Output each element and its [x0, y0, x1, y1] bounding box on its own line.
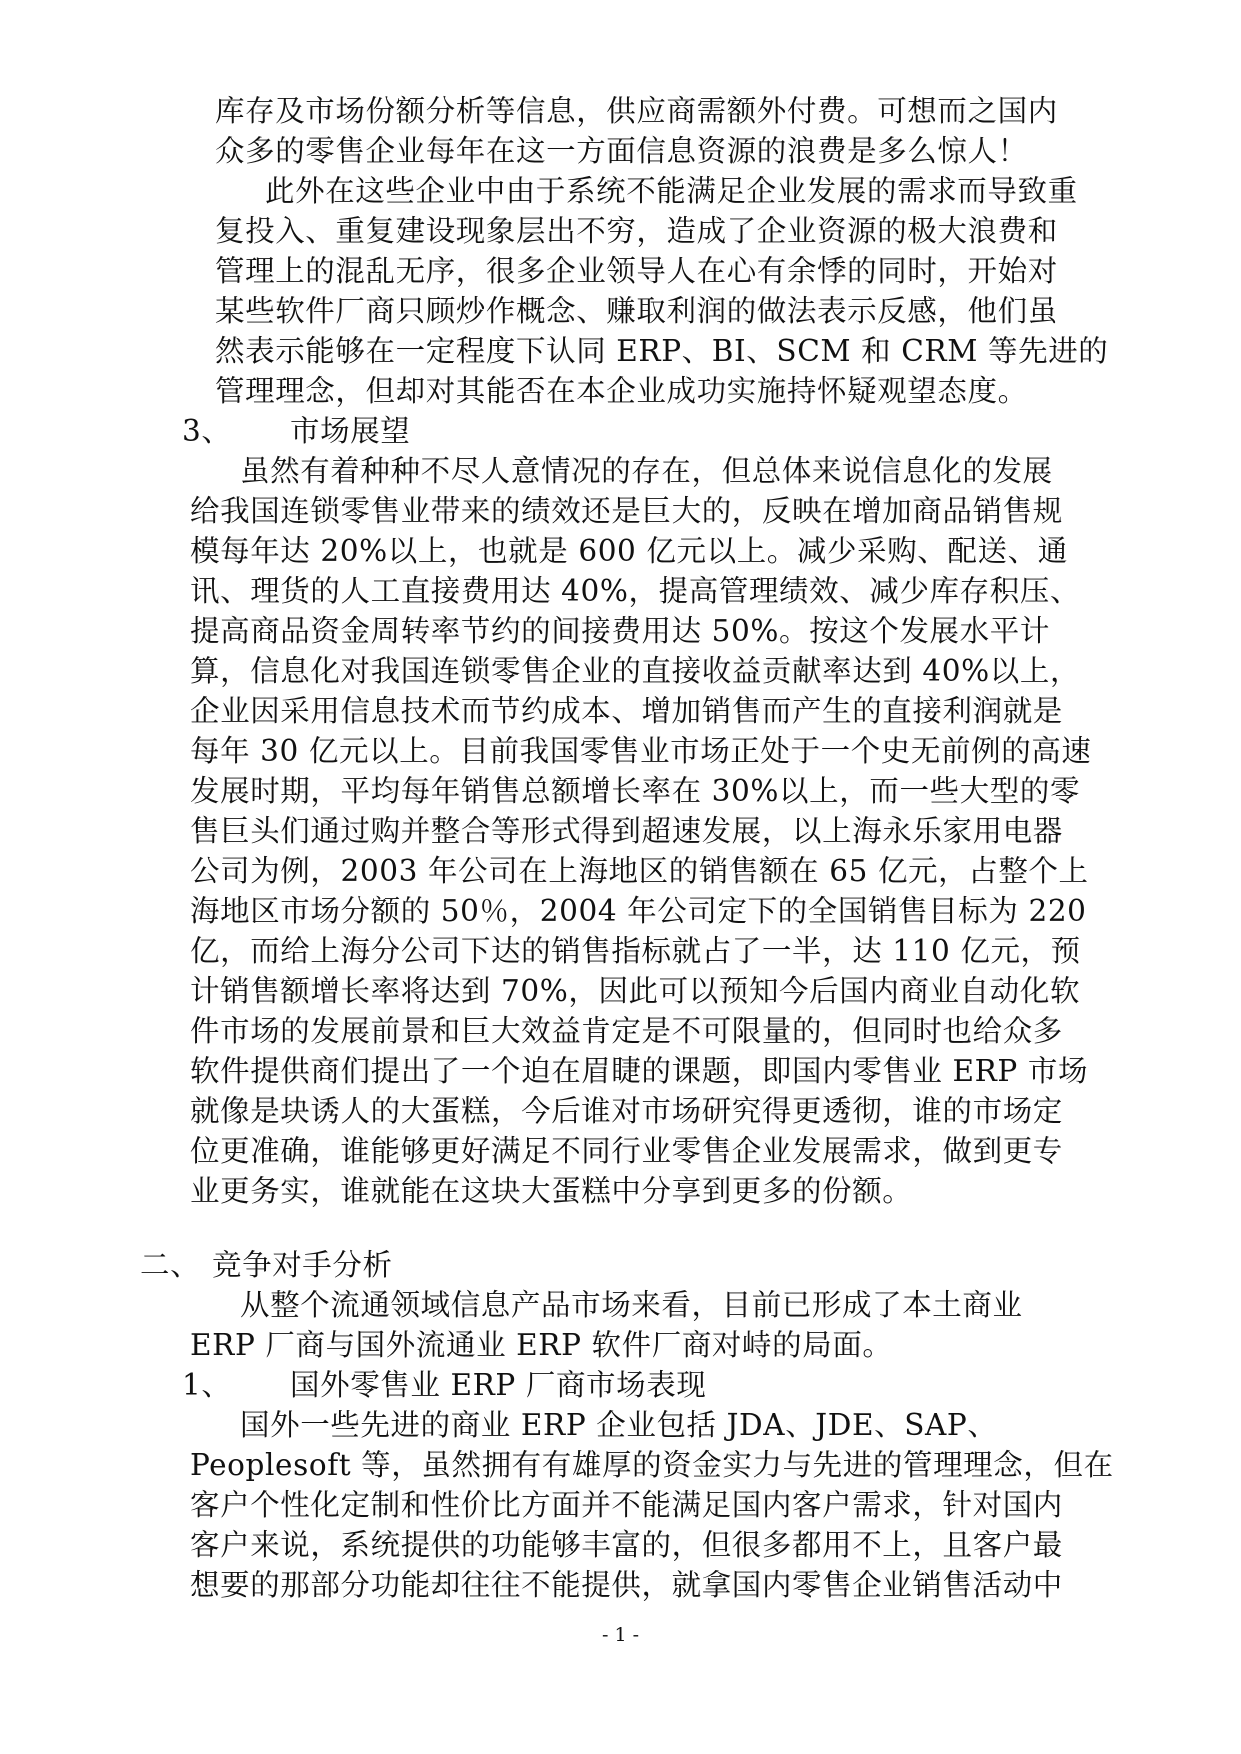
paragraph-line: ERP 厂商与国外流通业 ERP 软件厂商对峙的局面。 [190, 1328, 893, 1362]
paragraph-line: 海地区市场分额的 50％，2004 年公司定下的全国销售目标为 220 [190, 894, 1087, 928]
page-number: - 1 - [601, 1624, 639, 1646]
paragraph-line: 企业因采用信息技术而节约成本、增加销售而产生的直接利润就是 [190, 694, 1063, 728]
paragraph-line: 讯、理货的人工直接费用达 40%，提高管理绩效、减少库存积压、 [190, 574, 1081, 608]
paragraph-line: Peoplesoft 等，虽然拥有有雄厚的资金实力与先进的管理理念，但在 [190, 1448, 1114, 1482]
section-heading: 市场展望 [290, 414, 411, 448]
paragraph-line: 售巨头们通过购并整合等形式得到超速发展，以上海永乐家用电器 [190, 814, 1063, 848]
paragraph-line: 众多的零售企业每年在这一方面信息资源的浪费是多么惊人！ [215, 134, 1028, 168]
paragraph-line: 库存及市场份额分析等信息，供应商需额外付费。可想而之国内 [215, 94, 1058, 128]
paragraph-line: 客户个性化定制和性价比方面并不能满足国内客户需求，针对国内 [190, 1488, 1063, 1522]
paragraph-line: 某些软件厂商只顾炒作概念、赚取利润的做法表示反感，他们虽 [215, 294, 1058, 328]
section-heading: 国外零售业 ERP 厂商市场表现 [290, 1368, 707, 1402]
paragraph-line: 软件提供商们提出了一个迫在眉睫的课题，即国内零售业 ERP 市场 [190, 1054, 1089, 1088]
paragraph-line: 业更务实，谁就能在这块大蛋糕中分享到更多的份额。 [190, 1174, 913, 1208]
paragraph-line: 位更准确，谁能够更好满足不同行业零售企业发展需求，做到更专 [190, 1134, 1063, 1168]
paragraph-line: 从整个流通领域信息产品市场来看，目前已形成了本土商业 [240, 1288, 1023, 1322]
paragraph-line: 复投入、重复建设现象层出不穷，造成了企业资源的极大浪费和 [215, 214, 1058, 248]
paragraph-line: 提高商品资金周转率节约的间接费用达 50%。按这个发展水平计 [190, 614, 1050, 648]
section-number: 3、 [182, 414, 232, 448]
paragraph-line: 管理上的混乱无序，很多企业领导人在心有余悸的同时，开始对 [215, 254, 1058, 288]
chapter-number: 二、 [140, 1248, 201, 1282]
paragraph-line: 此外在这些企业中由于系统不能满足企业发展的需求而导致重 [265, 174, 1078, 208]
paragraph-line: 然表示能够在一定程度下认同 ERP、BI、SCM 和 CRM 等先进的 [215, 334, 1109, 368]
paragraph-line: 想要的那部分功能却往往不能提供，就拿国内零售企业销售活动中 [190, 1568, 1063, 1602]
paragraph-line: 算，信息化对我国连锁零售企业的直接收益贡献率达到 40%以上， [190, 654, 1081, 688]
paragraph-line: 管理理念，但却对其能否在本企业成功实施持怀疑观望态度。 [215, 374, 1028, 408]
paragraph-line: 就像是块诱人的大蛋糕，今后谁对市场研究得更透彻，谁的市场定 [190, 1094, 1063, 1128]
paragraph-line: 件市场的发展前景和巨大效益肯定是不可限量的，但同时也给众多 [190, 1014, 1063, 1048]
paragraph-line: 发展时期，平均每年销售总额增长率在 30%以上，而一些大型的零 [190, 774, 1081, 808]
paragraph-line: 国外一些先进的商业 ERP 企业包括 JDA、JDE、SAP、 [240, 1408, 998, 1442]
paragraph-line: 模每年达 20%以上，也就是 600 亿元以上。减少采购、配送、通 [190, 534, 1068, 568]
paragraph-line: 公司为例，2003 年公司在上海地区的销售额在 65 亿元，占整个上 [190, 854, 1089, 888]
paragraph-line: 亿，而给上海分公司下达的销售指标就占了一半，达 110 亿元，预 [190, 934, 1081, 968]
chapter-heading: 竞争对手分析 [212, 1248, 393, 1282]
paragraph-line: 客户来说，系统提供的功能够丰富的，但很多都用不上，且客户最 [190, 1528, 1063, 1562]
paragraph-line: 给我国连锁零售业带来的绩效还是巨大的，反映在增加商品销售规 [190, 494, 1063, 528]
section-number: 1、 [182, 1368, 232, 1402]
paragraph-line: 虽然有着种种不尽人意情况的存在，但总体来说信息化的发展 [240, 454, 1053, 488]
paragraph-line: 每年 30 亿元以上。目前我国零售业市场正处于一个史无前例的高速 [190, 734, 1092, 768]
paragraph-line: 计销售额增长率将达到 70%，因此可以预知今后国内商业自动化软 [190, 974, 1081, 1008]
